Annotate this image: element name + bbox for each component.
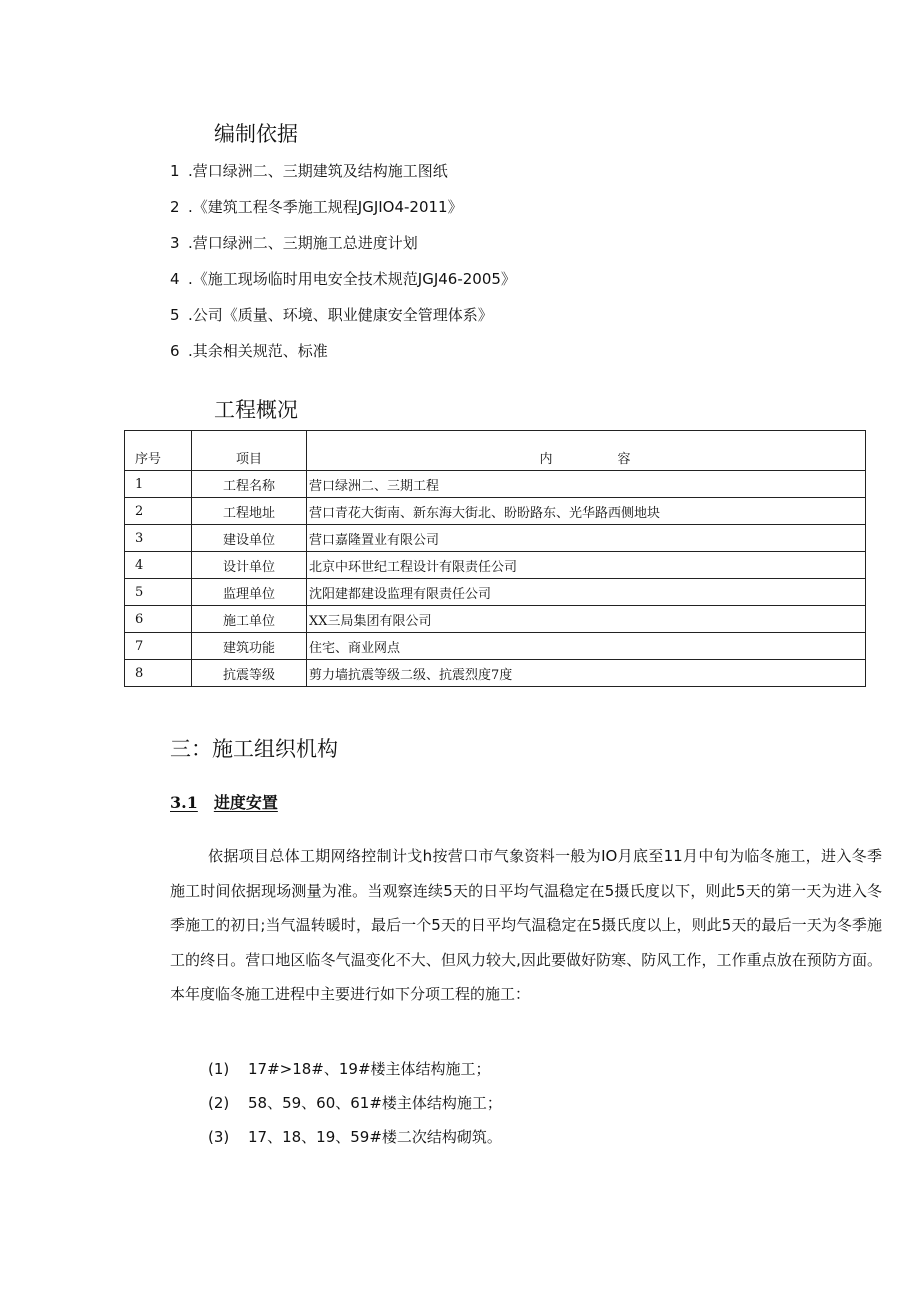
header-no: 序号 (125, 431, 192, 471)
basis-heading: 编制依据 (214, 122, 298, 146)
overview-heading: 工程概况 (214, 398, 298, 422)
overview-table (124, 430, 866, 687)
list-item: (2) 58、59、60、61#楼主体结构施工； (208, 1094, 502, 1112)
basis-item: 5 .公司《质量、环境、职业健康安全管理体系》 (170, 306, 493, 324)
table-row: 2 工程地址 营口青花大街南、新东海大街北、盼盼路东、光华路西侧地块 (125, 498, 866, 525)
header-content: 内 容 (307, 431, 866, 471)
basis-item: 4 .《施工现场临时用电安全技术规范JGJ46-2005》 (170, 270, 516, 288)
list-item: (1) 17#>18#、19#楼主体结构施工； (208, 1060, 491, 1078)
work-items-list (208, 1056, 502, 1158)
organization-heading: 三：施工组织机构 (170, 737, 338, 761)
schedule-paragraph: 依据项目总体工期网络控制计戈h按营口市气象资料一般为IO月底至11月中旬为临冬施工，进入冬季施工时间依据现场测量为准。当观察连续5天的日平均气温稳定在5摄氏度以下，则此5天的第一天为进入冬季施工的初日;当气温转暖时，最后一个5天的日平均气温稳定在5摄氏度以上，则此5天的最后一天为冬季施工的终日。营口地区临冬气温变化不大、但风力较大,因此要做好防寒、防风工作，工作重点放在预防方面。本年度临冬施工进程中主要进行如下分项工程的施工： (170, 847, 882, 1003)
section-number: 3.1 (170, 793, 198, 812)
table-row: 6 施工单位 XX三局集团有限公司 (125, 606, 866, 633)
table-row: 4 设计单位 北京中环世纪工程设计有限责任公司 (125, 552, 866, 579)
basis-item: 3 .营口绿洲二、三期施工总进度计划 (170, 234, 418, 252)
section-3-1-heading (170, 790, 278, 813)
basis-item: 6 .其余相关规范、标准 (170, 342, 328, 360)
basis-item: 2 .《建筑工程冬季施工规程JGJIO4-2011》 (170, 198, 463, 216)
table-row: 7 建筑功能 住宅、商业网点 (125, 633, 866, 660)
list-item: (3) 17、18、19、59#楼二次结构砌筑。 (208, 1128, 502, 1146)
table-row: 3 建设单位 营口嘉隆置业有限公司 (125, 525, 866, 552)
basis-list (170, 158, 516, 374)
header-item: 项目 (192, 431, 307, 471)
table-row: 1 工程名称 营口绿洲二、三期工程 (125, 471, 866, 498)
table-header-row (125, 431, 866, 471)
basis-item: 1 .营口绿洲二、三期建筑及结构施工图纸 (170, 162, 448, 180)
table-row: 8 抗震等级 剪力墙抗震等级二级、抗震烈度7度 (125, 660, 866, 687)
section-title: 进度安置 (213, 793, 278, 812)
table-row: 5 监理单位 沈阳建都建设监理有限责任公司 (125, 579, 866, 606)
